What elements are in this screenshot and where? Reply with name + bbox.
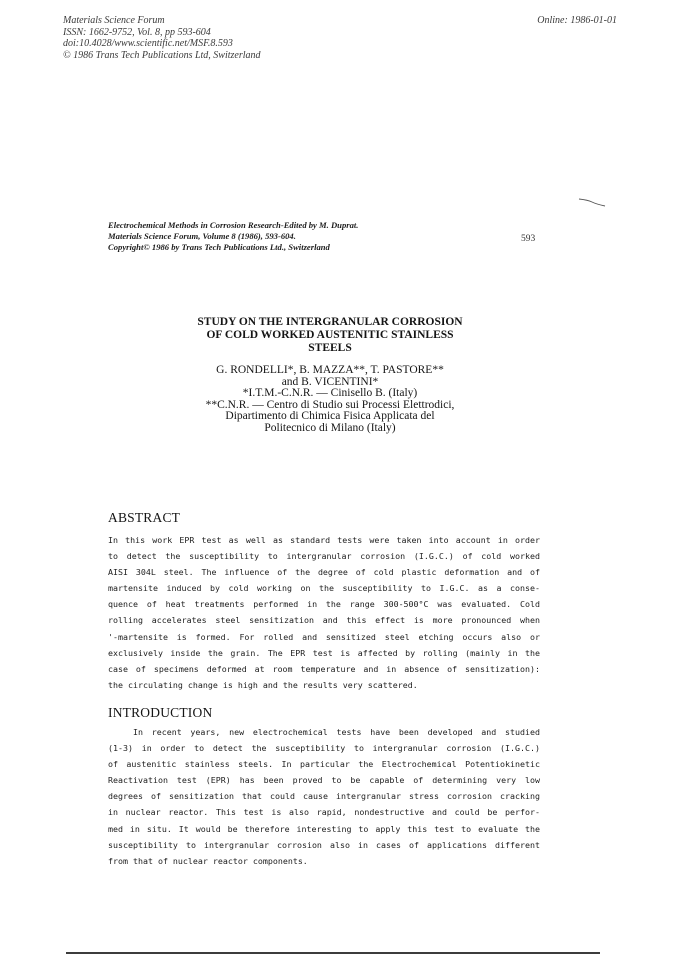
title-line: OF COLD WORKED AUSTENITIC STAINLESS — [206, 329, 454, 341]
text-line: quence of heat treatments performed in the range 300-500°C was evaluated. Cold — [108, 599, 540, 610]
source-copyright-line: Copyright© 1986 by Trans Tech Publications Ltd., Switzerland — [108, 242, 330, 252]
text-line: from that of nuclear reactor components. — [108, 855, 308, 866]
abstract-body — [108, 532, 540, 693]
copyright-line: © 1986 Trans Tech Publications Ltd, Switzerland — [63, 49, 261, 61]
text-line: (1-3) in order to detect the susceptibility to intergranular corrosion (I.G.C.) — [108, 743, 540, 754]
text-line: martensite induced by cold working on the susceptibility to I.G.C. as a conse- — [108, 583, 540, 594]
source-citation — [108, 220, 358, 253]
text-line: the circulating change is high and the results very scattered. — [108, 679, 418, 690]
affiliation-line: Politecnico di Milano (Italy) — [264, 421, 396, 434]
affiliation-line: Dipartimento di Chimica Fisica Applicata del — [225, 410, 435, 423]
text-line: AISI 304L steel. The influence of the degree of cold plastic deformation and of — [108, 567, 540, 578]
paper-title — [150, 316, 510, 355]
volume-line: Materials Science Forum, Volume 8 (1986), 593-604. — [108, 231, 296, 241]
introduction-heading: INTRODUCTION — [108, 705, 213, 720]
text-line: exclusively inside the grain. The EPR test is affected by rolling (mainly in the — [108, 647, 540, 658]
text-line: In recent years, new electrochemical tests have been developed and studied — [133, 727, 540, 737]
footer-rule — [66, 952, 600, 954]
text-line: susceptibility to intergranular corrosion also in cases of applications different — [108, 839, 540, 850]
page-number: 593 — [521, 234, 536, 244]
text-line: to detect the susceptibility to intergranular corrosion (I.G.C.) of cold worked — [108, 551, 540, 562]
journal-name: Materials Science Forum — [63, 15, 165, 26]
text-line: of austenitic stainless steels. In particular the Electrochemical Potentiokinetic — [108, 759, 540, 770]
doi-line: doi:10.4028/www.scientific.net/MSF.8.593 — [63, 38, 233, 49]
book-title-line: Electrochemical Methods in Corrosion Research-Edited by M. Duprat. — [108, 220, 359, 230]
online-date: Online: 1986-01-01 — [537, 15, 617, 26]
text-line: In this work EPR test as well as standard tests were taken into account in order — [108, 535, 540, 545]
title-line: STEELS — [308, 342, 352, 354]
issn-line: ISSN: 1662-9752, Vol. 8, pp 593-604 — [63, 26, 211, 38]
text-line: rolling accelerates steel sensitization and this effect is more pronounced when — [108, 615, 540, 626]
text-line: degrees of sensitization that could cause intergranular stress corrosion cracking — [108, 791, 540, 802]
affiliation-line: **C.N.R. — Centro di Studio sui Processi Elettrodici, — [205, 398, 455, 411]
introduction-body — [108, 724, 540, 869]
text-line: in nuclear reactor. This test is also rapid, nondestructive and could be perfor- — [108, 807, 540, 818]
abstract-heading: ABSTRACT — [108, 510, 181, 525]
text-line: '-martensite is formed. For rolled and sensitized steel etching occurs also or — [108, 631, 540, 642]
text-line: med in situ. It would be therefore interesting to apply this test to evaluate the — [108, 823, 540, 834]
text-line: Reactivation test (EPR) has been proved to be capable of determining very low — [108, 775, 540, 786]
title-line: STUDY ON THE INTERGRANULAR CORROSION — [197, 316, 463, 328]
affiliation-line: *I.T.M.-C.N.R. — Cinisello B. (Italy) — [242, 387, 418, 400]
text-line: case of specimens deformed at room temperature and in absence of sensitization): — [108, 663, 540, 674]
publication-header — [63, 15, 261, 61]
author-names: and B. VICENTINI* — [281, 375, 379, 388]
author-block — [140, 365, 520, 435]
pen-mark-decoration — [578, 194, 606, 208]
author-names: G. RONDELLI*, B. MAZZA**, T. PASTORE** — [216, 364, 444, 376]
